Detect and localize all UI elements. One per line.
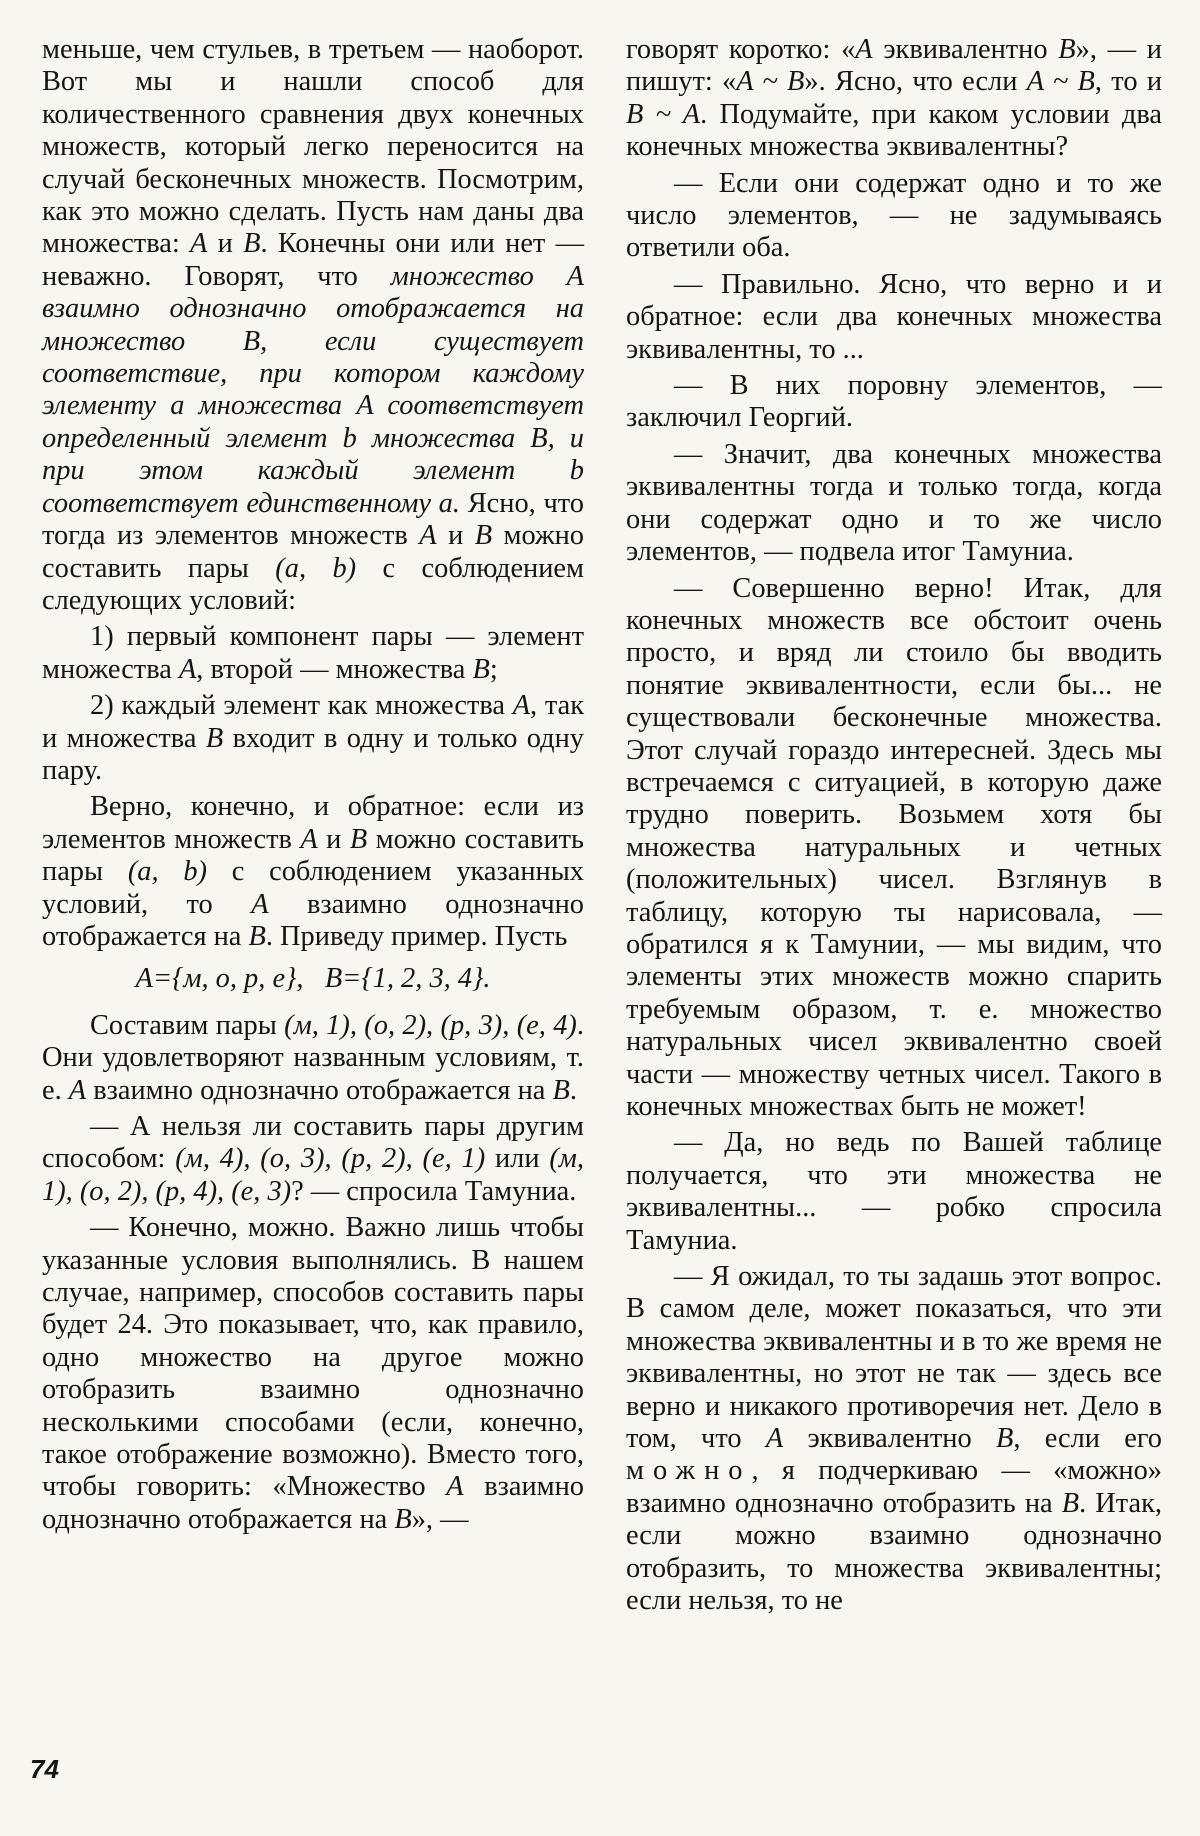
paragraph-1: меньше, чем стульев, в третьем — наоборот. Вот мы и нашли способ для количественного сравнения двух конечных множеств, который легко переносится на случай бесконечных множеств. Посмотрим, как это можно сделать. Пусть нам даны два множества: A и B. Конечны они или нет — неважно. Говорят, что множество A взаимно однозначно отображается на множество B, если существует соответствие, при котором каждому элементу a множества A соответствует определенный элемент b множества B, и при этом каждый элемент b соответствует единственному a. Ясно, что тогда из элементов множеств A и B можно составить пары (a, b) с соблюдением следующих условий: (42, 34, 585, 616)
paragraph-5: — Конечно, можно. Важно лишь чтобы указанные условия выполнялись. В нашем случае, например, способов составить пары будет 24. Это показывает, что, как правило, одно множество на другое можно отобразить взаимно однозначно несколькими способами (если, конечно, такое отображение возможно). Вместо того, чтобы говорить: «Множество A взаимно однозначно отображается на B», — (42, 1212, 584, 1535)
paragraph-r7: — Да, но ведь по Вашей таблице получается, что эти множества не эквивалентны... — робко спросила Тамуниа. (626, 1127, 1162, 1256)
condition-2: 2) каждый элемент как множества A, так и множества B входит в одну и только одну пару. (42, 690, 585, 786)
right-column (626, 34, 1162, 1622)
set-formula: A={м, о, р, е}, B={1, 2, 3, 4}. (135, 963, 491, 995)
left-column (42, 34, 584, 1540)
paragraph-2: Верно, конечно, и обратное: если из элементов множеств A и B можно составить пары (a, b) с соблюдением указанных условий, то A взаимно однозначно отображается на B. Приведу пример. Пусть (42, 791, 584, 952)
paragraph-r2: — Если они содержат одно и то же число элементов, — не задумываясь ответили оба. (626, 167, 1162, 264)
definition-text: множество A взаимно однозначно отображается на множество B, если существует соответствие, при котором каждому элементу a множества A соответствует определенный элемент b множества B, и при этом каждый элемент b соответствует единственному a. (42, 260, 584, 519)
paragraph-4: — А нельзя ли составить пары другим способом: (м, 4), (о, 3), (р, 2), (е, 1) или (м, 1), (о, 2), (р, 4), (е, 3)? — спросила Тамуниа. (42, 1111, 585, 1207)
paragraph-r3: — Правильно. Ясно, что верно и и обратное: если два конечных множества эквивалентны, то ... (626, 268, 1162, 365)
paragraph-r5: — Значит, два конечных множества эквивалентны тогда и только тогда, когда они содержат одно и то же число элементов, — подвела итог Тамуниа. (626, 438, 1162, 568)
paragraph-r1: говорят коротко: «A эквивалентно B», — и пишут: «A ~ B». Ясно, что если A ~ B, то и B ~ A. Подумайте, при каком условии два конечных множества эквивалентны? (626, 34, 1163, 163)
paragraph-3: Составим пары (м, 1), (о, 2), (р, 3), (е, 4). Они удовлетворяют названным условиям, т. е. A взаимно однозначно отображается на B. (42, 1009, 584, 1106)
spaced-emphasis: можно (626, 1455, 752, 1487)
paragraph-r6: — Совершенно верно! Итак, для конечных множеств все обстоит очень просто, и вряд ли стоило бы вводить понятие эквивалентности, если бы... не существовали бесконечные множества. Этот случай гораздо интересней. Здесь мы встречаемся с ситуацией, в которую даже трудно поверить. Возьмем хотя бы множества натуральных и четных (положительных) чисел. Взглянув в таблицу, которую ты нарисовала, — обратился я к Тамунии, — мы видим, что элементы этих множеств можно спарить требуемым образом, т. е. множество натуральных чисел эквивалентно своей части — множеству четных чисел. Такого в конечных множествах быть не может! (626, 572, 1162, 1122)
paragraph-r4: — В них поровну элементов, — заключил Георгий. (626, 370, 1162, 434)
page-number: 74 (30, 1754, 59, 1784)
condition-1: 1) первый компонент пары — элемент множества A, второй — множества B; (42, 621, 584, 685)
paragraph-r8: — Я ожидал, то ты задашь этот вопрос. В самом деле, может показаться, что эти множества эквивалентны и в то же время не эквивалентны, но этот не так — здесь все верно и никакого противоречия нет. Дело в том, что A эквивалентно B, если его можно, я подчеркиваю — «можно» взаимно однозначно отобразить на B. Итак, если можно взаимно однозначно отобразить, то множества эквивалентны; если нельзя, то не (626, 1261, 1162, 1617)
